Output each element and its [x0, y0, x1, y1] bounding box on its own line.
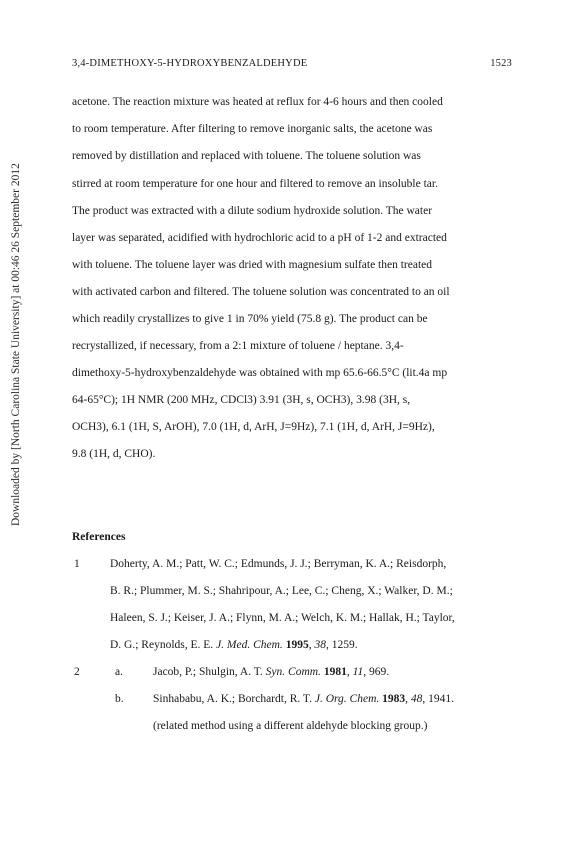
body-line: The product was extracted with a dilute sodium hydroxide solution. The water: [72, 205, 433, 217]
page-number: 1523: [490, 58, 512, 69]
references-heading: References: [72, 531, 126, 543]
body-line: recrystallized, if necessary, from a 2:1 mixture of toluene / heptane. 3,4-: [72, 340, 404, 352]
reference-number: 1: [74, 558, 80, 570]
body-line: which readily crystallizes to give 1 in 70% yield (75.8 g). The product can be: [72, 313, 428, 325]
body-line: layer was separated, acidified with hydrochloric acid to a pH of 1-2 and extracted: [72, 232, 447, 244]
body-line: acetone. The reaction mixture was heated at reflux for 4-6 hours and then cooled: [72, 96, 443, 108]
body-line: 9.8 (1H, d, CHO).: [72, 448, 156, 460]
running-title: 3,4-DIMETHOXY-5-HYDROXYBENZALDEHYDE: [72, 58, 308, 69]
reference-line: Haleen, S. J.; Keiser, J. A.; Flynn, M. A.; Welch, K. M.; Hallak, H.; Taylor,: [110, 612, 455, 624]
reference-year: 1981: [323, 666, 347, 678]
reference-pages: 1259.: [331, 639, 358, 651]
reference-authors: D. G.; Reynolds, E. E.: [110, 639, 217, 651]
reference-authors: Jacob, P.; Shulgin, A. T.: [153, 666, 266, 678]
body-line: dimethoxy-5-hydroxybenzaldehyde was obtained with mp 65.6-66.5°C (lit.4a mp: [72, 367, 448, 379]
journal-name: Syn. Comm.: [265, 666, 321, 678]
journal-name: J. Org. Chem.: [314, 693, 380, 705]
reference-line: Sinhababu, A. K.; Borchardt, R. T. J. Org. Chem. 1983, 48, 1941.: [153, 693, 455, 705]
body-line: to room temperature. After filtering to remove inorganic salts, the acetone was: [72, 123, 433, 135]
body-line: OCH3), 6.1 (1H, S, ArOH), 7.0 (1H, d, ArH, J=9Hz), 7.1 (1H, d, ArH, J=9Hz),: [72, 421, 435, 433]
reference-number: 2: [74, 666, 80, 678]
body-line: 64-65°C); 1H NMR (200 MHz, CDCl3) 3.91 (3H, s, OCH3), 3.98 (3H, s,: [72, 394, 411, 406]
reference-volume: 48: [410, 693, 423, 705]
reference-year: 1995: [285, 639, 309, 651]
reference-pages: 969.: [368, 666, 390, 678]
reference-sublabel: b.: [115, 693, 124, 705]
body-line: removed by distillation and replaced with toluene. The toluene solution was: [72, 150, 421, 162]
body-line: with toluene. The toluene layer was dried with magnesium sulfate then treated: [72, 259, 433, 271]
reference-line: B. R.; Plummer, M. S.; Shahripour, A.; Lee, C.; Cheng, X.; Walker, D. M.;: [110, 585, 453, 597]
reference-note: (related method using a different aldehyde blocking group.): [153, 720, 428, 732]
reference-line: D. G.; Reynolds, E. E. J. Med. Chem. 1995, 38, 1259.: [110, 639, 358, 651]
reference-sublabel: a.: [115, 666, 123, 678]
download-watermark: Downloaded by [North Carolina State University] at 00:46 26 September 2012: [10, 163, 22, 526]
journal-name: J. Med. Chem.: [216, 639, 283, 651]
reference-pages: 1941.: [428, 693, 455, 705]
reference-volume: 38: [314, 639, 326, 651]
reference-line: Doherty, A. M.; Patt, W. C.; Edmunds, J. J.; Berryman, K. A.; Reisdorph,: [110, 558, 447, 570]
body-line: with activated carbon and filtered. The toluene solution was concentrated to an oil: [72, 286, 450, 298]
reference-line: Jacob, P.; Shulgin, A. T. Syn. Comm. 1981, 11, 969.: [153, 666, 390, 678]
reference-year: 1983: [382, 693, 406, 705]
body-line: stirred at room temperature for one hour and filtered to remove an insoluble tar.: [72, 178, 438, 190]
reference-authors: Sinhababu, A. K.; Borchardt, R. T.: [153, 693, 315, 705]
reference-volume: 11: [352, 666, 364, 678]
running-header: [72, 58, 512, 74]
